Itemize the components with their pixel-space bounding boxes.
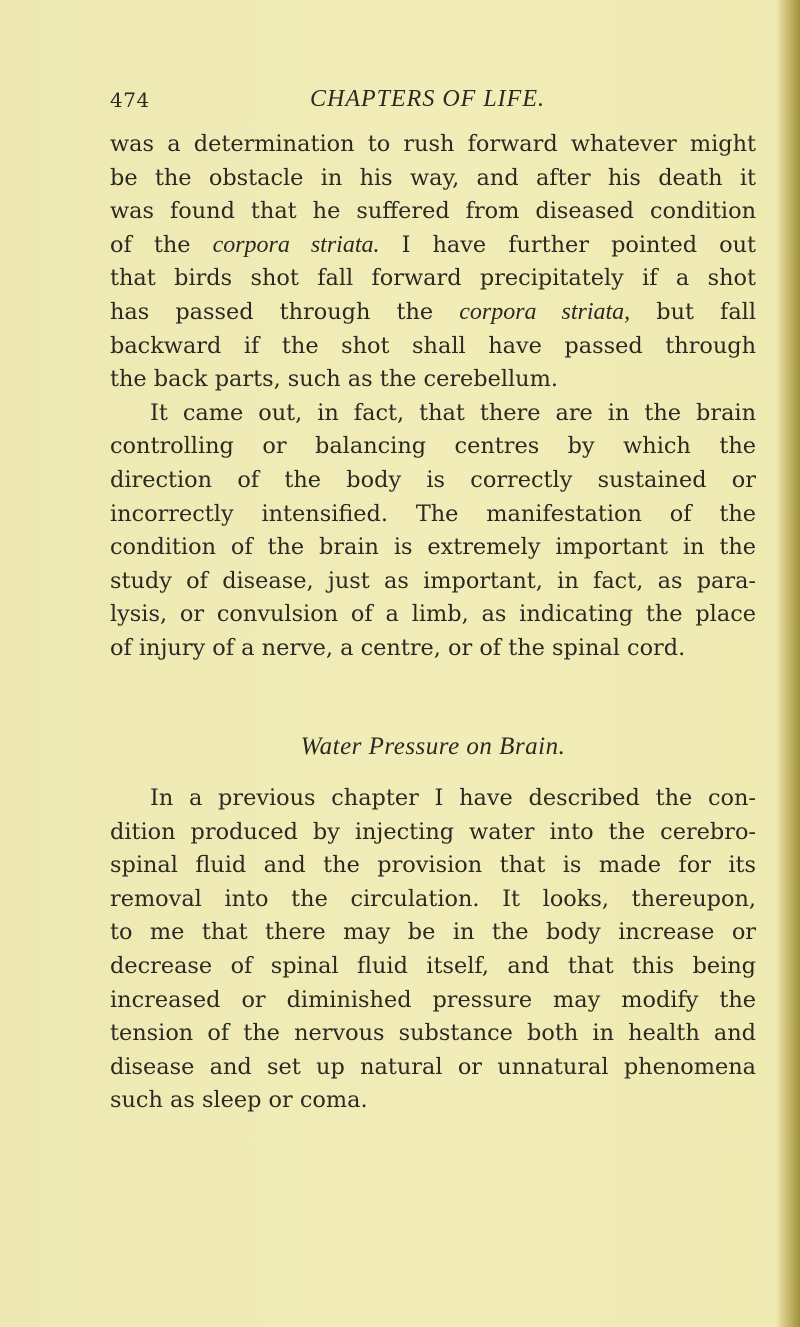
text-line: that birds shot fall forward precipitately if a shot bbox=[110, 265, 756, 292]
text-line: was a determination to rush forward whatever might bbox=[110, 131, 756, 157]
text-line: disease and set up natural or unnatural phenomena bbox=[110, 1053, 756, 1080]
italic-term: corpora striata, bbox=[459, 298, 631, 325]
section-heading: Water Pressure on Brain. bbox=[300, 733, 566, 760]
paragraph bbox=[110, 397, 756, 666]
text-line bbox=[110, 296, 756, 330]
text-fragment: has passed through the bbox=[110, 298, 460, 325]
text-fragment: but fall bbox=[630, 298, 757, 325]
text-line: spinal fluid and the provision that is made for its bbox=[110, 852, 756, 879]
paragraph bbox=[110, 782, 756, 1118]
text-line: such as sleep or coma. bbox=[110, 1087, 368, 1114]
text-line: decrease of spinal fluid itself, and that this being bbox=[110, 952, 756, 979]
text-line: tension of the nervous substance both in health and bbox=[110, 1020, 756, 1047]
text-fragment: I have further pointed out bbox=[379, 231, 757, 258]
text-line: be the obstacle in his way, and after his death it bbox=[110, 164, 756, 191]
text-line: of injury of a nerve, a centre, or of the spinal cord. bbox=[110, 634, 686, 661]
body-text-top bbox=[110, 128, 756, 666]
text-line: In a previous chapter I have described the con- bbox=[150, 785, 756, 811]
running-head: CHAPTERS OF LIFE. bbox=[310, 86, 545, 112]
text-line: the back parts, such as the cerebellum. bbox=[110, 366, 558, 393]
italic-term: corpora striata. bbox=[212, 231, 380, 258]
text-line: incorrectly intensified. The manifestation of the bbox=[110, 500, 756, 527]
page-header bbox=[110, 88, 756, 118]
page-number: 474 bbox=[110, 88, 150, 112]
text-line bbox=[110, 229, 756, 263]
body-text-bottom bbox=[110, 782, 756, 1118]
text-line: study of disease, just as important, in fact, as para- bbox=[110, 567, 756, 594]
text-line: dition produced by injecting water into the cerebro- bbox=[110, 818, 756, 845]
page-edge-shadow bbox=[776, 0, 800, 1327]
text-line: direction of the body is correctly sustained or bbox=[110, 466, 756, 493]
text-line: backward if the shot shall have passed through bbox=[110, 332, 756, 359]
text-line: removal into the circulation. It looks, thereupon, bbox=[110, 885, 756, 912]
text-line: to me that there may be in the body increase or bbox=[110, 919, 756, 946]
text-line: increased or diminished pressure may modify the bbox=[110, 986, 756, 1013]
text-line: condition of the brain is extremely important in the bbox=[110, 534, 756, 561]
text-fragment: of the bbox=[110, 231, 213, 258]
text-line: controlling or balancing centres by which the bbox=[110, 433, 756, 460]
paragraph-continuation bbox=[110, 128, 756, 397]
text-line: It came out, in fact, that there are in the brain bbox=[150, 399, 756, 426]
text-line: lysis, or convulsion of a limb, as indicating the place bbox=[110, 601, 756, 628]
text-line: was found that he suffered from diseased condition bbox=[110, 198, 756, 225]
